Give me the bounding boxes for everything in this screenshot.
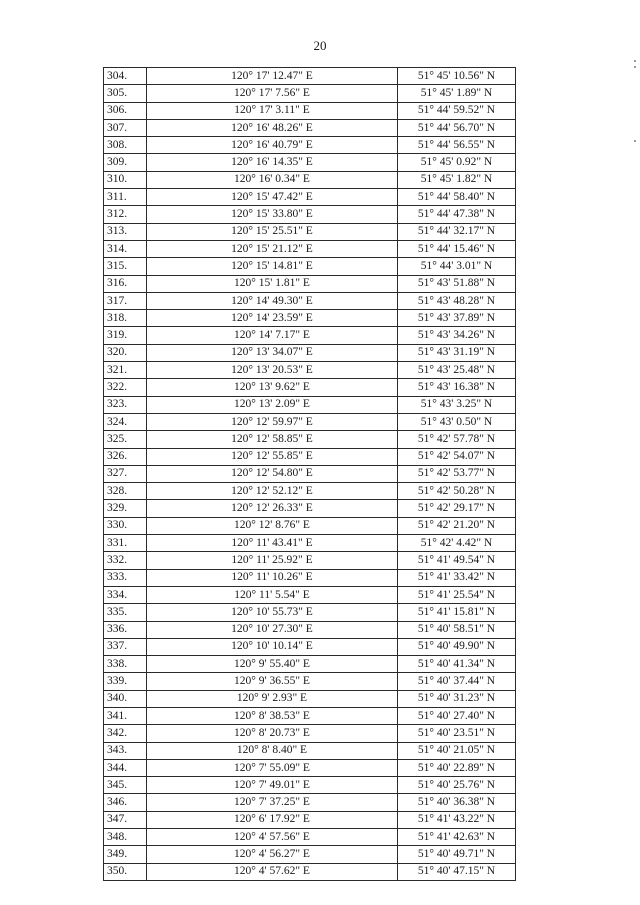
longitude-cell: 120° 17' 7.56" E xyxy=(147,85,398,102)
latitude-cell: 51° 45' 1.89" N xyxy=(398,85,516,102)
longitude-cell: 120° 11' 25.92" E xyxy=(147,552,398,569)
latitude-cell: 51° 45' 1.82" N xyxy=(398,171,516,188)
latitude-cell: 51° 40' 47.15" N xyxy=(398,863,516,880)
longitude-cell: 120° 4' 56.27" E xyxy=(147,846,398,863)
latitude-cell: 51° 44' 15.46" N xyxy=(398,240,516,257)
point-number-cell: 339. xyxy=(104,673,147,690)
point-number-cell: 348. xyxy=(104,829,147,846)
point-number-cell: 334. xyxy=(104,586,147,603)
point-number-cell: 316. xyxy=(104,275,147,292)
longitude-cell: 120° 15' 21.12" E xyxy=(147,240,398,257)
latitude-cell: 51° 45' 0.92" N xyxy=(398,154,516,171)
point-number-cell: 317. xyxy=(104,292,147,309)
table-row xyxy=(104,656,516,673)
point-number-cell: 325. xyxy=(104,431,147,448)
table-row xyxy=(104,742,516,759)
longitude-cell: 120° 17' 3.11" E xyxy=(147,102,398,119)
longitude-cell: 120° 14' 7.17" E xyxy=(147,327,398,344)
latitude-cell: 51° 41' 15.81" N xyxy=(398,604,516,621)
longitude-cell: 120° 9' 2.93" E xyxy=(147,690,398,707)
point-number-cell: 331. xyxy=(104,535,147,552)
table-row xyxy=(104,707,516,724)
latitude-cell: 51° 40' 22.89" N xyxy=(398,759,516,776)
table-row xyxy=(104,777,516,794)
point-number-cell: 333. xyxy=(104,569,147,586)
table-row xyxy=(104,327,516,344)
table-row xyxy=(104,275,516,292)
longitude-cell: 120° 12' 26.33" E xyxy=(147,500,398,517)
table-row xyxy=(104,171,516,188)
latitude-cell: 51° 43' 51.88" N xyxy=(398,275,516,292)
longitude-cell: 120° 14' 49.30" E xyxy=(147,292,398,309)
point-number-cell: 321. xyxy=(104,362,147,379)
latitude-cell: 51° 40' 37.44" N xyxy=(398,673,516,690)
point-number-cell: 318. xyxy=(104,310,147,327)
point-number-cell: 340. xyxy=(104,690,147,707)
table-row xyxy=(104,119,516,136)
latitude-cell: 51° 40' 25.76" N xyxy=(398,777,516,794)
latitude-cell: 51° 43' 16.38" N xyxy=(398,379,516,396)
coordinates-table-body xyxy=(104,68,516,881)
point-number-cell: 309. xyxy=(104,154,147,171)
table-row xyxy=(104,863,516,880)
point-number-cell: 346. xyxy=(104,794,147,811)
latitude-cell: 51° 43' 31.19" N xyxy=(398,344,516,361)
point-number-cell: 328. xyxy=(104,483,147,500)
longitude-cell: 120° 15' 1.81" E xyxy=(147,275,398,292)
longitude-cell: 120° 13' 9.62" E xyxy=(147,379,398,396)
longitude-cell: 120° 11' 43.41" E xyxy=(147,535,398,552)
longitude-cell: 120° 15' 14.81" E xyxy=(147,258,398,275)
point-number-cell: 336. xyxy=(104,621,147,638)
table-row xyxy=(104,604,516,621)
point-number-cell: 312. xyxy=(104,206,147,223)
latitude-cell: 51° 41' 42.63" N xyxy=(398,829,516,846)
latitude-cell: 51° 40' 49.90" N xyxy=(398,638,516,655)
longitude-cell: 120° 12' 58.85" E xyxy=(147,431,398,448)
point-number-cell: 332. xyxy=(104,552,147,569)
point-number-cell: 314. xyxy=(104,240,147,257)
table-row xyxy=(104,690,516,707)
table-row xyxy=(104,448,516,465)
table-row xyxy=(104,431,516,448)
point-number-cell: 313. xyxy=(104,223,147,240)
latitude-cell: 51° 42' 29.17" N xyxy=(398,500,516,517)
longitude-cell: 120° 4' 57.56" E xyxy=(147,829,398,846)
latitude-cell: 51° 42' 57.78" N xyxy=(398,431,516,448)
longitude-cell: 120° 11' 10.26" E xyxy=(147,569,398,586)
point-number-cell: 319. xyxy=(104,327,147,344)
latitude-cell: 51° 40' 49.71" N xyxy=(398,846,516,863)
table-row xyxy=(104,500,516,517)
table-row xyxy=(104,292,516,309)
longitude-cell: 120° 15' 25.51" E xyxy=(147,223,398,240)
longitude-cell: 120° 8' 38.53" E xyxy=(147,707,398,724)
latitude-cell: 51° 45' 10.56" N xyxy=(398,68,516,85)
latitude-cell: 51° 44' 56.55" N xyxy=(398,137,516,154)
latitude-cell: 51° 41' 33.42" N xyxy=(398,569,516,586)
latitude-cell: 51° 40' 21.05" N xyxy=(398,742,516,759)
table-row xyxy=(104,794,516,811)
point-number-cell: 341. xyxy=(104,707,147,724)
longitude-cell: 120° 15' 33.80" E xyxy=(147,206,398,223)
point-number-cell: 311. xyxy=(104,189,147,206)
longitude-cell: 120° 16' 48.26" E xyxy=(147,119,398,136)
point-number-cell: 322. xyxy=(104,379,147,396)
table-row xyxy=(104,673,516,690)
table-row xyxy=(104,586,516,603)
latitude-cell: 51° 42' 21.20" N xyxy=(398,517,516,534)
latitude-cell: 51° 41' 25.54" N xyxy=(398,586,516,603)
scan-artifact-mark xyxy=(634,60,636,62)
table-row xyxy=(104,725,516,742)
table-row xyxy=(104,759,516,776)
longitude-cell: 120° 9' 55.40" E xyxy=(147,656,398,673)
latitude-cell: 51° 43' 34.26" N xyxy=(398,327,516,344)
latitude-cell: 51° 43' 37.89" N xyxy=(398,310,516,327)
table-row xyxy=(104,465,516,482)
latitude-cell: 51° 44' 3.01" N xyxy=(398,258,516,275)
table-row xyxy=(104,483,516,500)
latitude-cell: 51° 44' 58.40" N xyxy=(398,189,516,206)
coordinates-table xyxy=(103,67,516,881)
table-row xyxy=(104,638,516,655)
point-number-cell: 347. xyxy=(104,811,147,828)
longitude-cell: 120° 8' 8.40" E xyxy=(147,742,398,759)
table-row xyxy=(104,535,516,552)
point-number-cell: 344. xyxy=(104,759,147,776)
longitude-cell: 120° 7' 37.25" E xyxy=(147,794,398,811)
latitude-cell: 51° 40' 36.38" N xyxy=(398,794,516,811)
point-number-cell: 335. xyxy=(104,604,147,621)
table-row xyxy=(104,829,516,846)
scan-artifact-mark xyxy=(634,140,636,142)
point-number-cell: 305. xyxy=(104,85,147,102)
latitude-cell: 51° 43' 25.48" N xyxy=(398,362,516,379)
latitude-cell: 51° 40' 31.23" N xyxy=(398,690,516,707)
table-row xyxy=(104,379,516,396)
point-number-cell: 323. xyxy=(104,396,147,413)
latitude-cell: 51° 44' 56.70" N xyxy=(398,119,516,136)
point-number-cell: 307. xyxy=(104,119,147,136)
longitude-cell: 120° 11' 5.54" E xyxy=(147,586,398,603)
longitude-cell: 120° 6' 17.92" E xyxy=(147,811,398,828)
latitude-cell: 51° 44' 47.38" N xyxy=(398,206,516,223)
table-row xyxy=(104,85,516,102)
table-row xyxy=(104,811,516,828)
longitude-cell: 120° 13' 2.09" E xyxy=(147,396,398,413)
table-row xyxy=(104,206,516,223)
point-number-cell: 343. xyxy=(104,742,147,759)
table-row xyxy=(104,413,516,430)
point-number-cell: 345. xyxy=(104,777,147,794)
longitude-cell: 120° 7' 49.01" E xyxy=(147,777,398,794)
longitude-cell: 120° 16' 0.34" E xyxy=(147,171,398,188)
point-number-cell: 326. xyxy=(104,448,147,465)
table-row xyxy=(104,137,516,154)
latitude-cell: 51° 43' 3.25" N xyxy=(398,396,516,413)
latitude-cell: 51° 41' 43.22" N xyxy=(398,811,516,828)
table-row xyxy=(104,362,516,379)
table-row xyxy=(104,310,516,327)
longitude-cell: 120° 10' 27.30" E xyxy=(147,621,398,638)
longitude-cell: 120° 4' 57.62" E xyxy=(147,863,398,880)
table-row xyxy=(104,189,516,206)
point-number-cell: 327. xyxy=(104,465,147,482)
point-number-cell: 315. xyxy=(104,258,147,275)
table-row xyxy=(104,621,516,638)
longitude-cell: 120° 17' 12.47" E xyxy=(147,68,398,85)
longitude-cell: 120° 12' 59.97" E xyxy=(147,413,398,430)
table-row xyxy=(104,258,516,275)
longitude-cell: 120° 16' 40.79" E xyxy=(147,137,398,154)
point-number-cell: 324. xyxy=(104,413,147,430)
latitude-cell: 51° 40' 41.34" N xyxy=(398,656,516,673)
point-number-cell: 308. xyxy=(104,137,147,154)
latitude-cell: 51° 40' 27.40" N xyxy=(398,707,516,724)
point-number-cell: 342. xyxy=(104,725,147,742)
scan-artifact-mark xyxy=(634,66,636,68)
longitude-cell: 120° 12' 54.80" E xyxy=(147,465,398,482)
table-row xyxy=(104,552,516,569)
longitude-cell: 120° 10' 55.73" E xyxy=(147,604,398,621)
longitude-cell: 120° 12' 8.76" E xyxy=(147,517,398,534)
latitude-cell: 51° 44' 32.17" N xyxy=(398,223,516,240)
point-number-cell: 337. xyxy=(104,638,147,655)
table-row xyxy=(104,396,516,413)
table-row xyxy=(104,569,516,586)
point-number-cell: 329. xyxy=(104,500,147,517)
table-row xyxy=(104,102,516,119)
table-row xyxy=(104,68,516,85)
table-row xyxy=(104,154,516,171)
table-row xyxy=(104,517,516,534)
point-number-cell: 320. xyxy=(104,344,147,361)
point-number-cell: 349. xyxy=(104,846,147,863)
latitude-cell: 51° 42' 4.42" N xyxy=(398,535,516,552)
longitude-cell: 120° 8' 20.73" E xyxy=(147,725,398,742)
point-number-cell: 330. xyxy=(104,517,147,534)
point-number-cell: 306. xyxy=(104,102,147,119)
longitude-cell: 120° 9' 36.55" E xyxy=(147,673,398,690)
point-number-cell: 310. xyxy=(104,171,147,188)
point-number-cell: 338. xyxy=(104,656,147,673)
latitude-cell: 51° 44' 59.52" N xyxy=(398,102,516,119)
latitude-cell: 51° 40' 58.51" N xyxy=(398,621,516,638)
longitude-cell: 120° 14' 23.59" E xyxy=(147,310,398,327)
longitude-cell: 120° 7' 55.09" E xyxy=(147,759,398,776)
latitude-cell: 51° 40' 23.51" N xyxy=(398,725,516,742)
longitude-cell: 120° 15' 47.42" E xyxy=(147,189,398,206)
longitude-cell: 120° 12' 52.12" E xyxy=(147,483,398,500)
latitude-cell: 51° 43' 0.50" N xyxy=(398,413,516,430)
table-row xyxy=(104,240,516,257)
longitude-cell: 120° 13' 20.53" E xyxy=(147,362,398,379)
latitude-cell: 51° 42' 54.07" N xyxy=(398,448,516,465)
table-row xyxy=(104,223,516,240)
latitude-cell: 51° 43' 48.28" N xyxy=(398,292,516,309)
latitude-cell: 51° 42' 53.77" N xyxy=(398,465,516,482)
table-row xyxy=(104,846,516,863)
point-number-cell: 304. xyxy=(104,68,147,85)
longitude-cell: 120° 13' 34.07" E xyxy=(147,344,398,361)
table-row xyxy=(104,344,516,361)
longitude-cell: 120° 10' 10.14" E xyxy=(147,638,398,655)
latitude-cell: 51° 41' 49.54" N xyxy=(398,552,516,569)
longitude-cell: 120° 16' 14.35" E xyxy=(147,154,398,171)
page-number: 20 xyxy=(313,38,327,53)
longitude-cell: 120° 12' 55.85" E xyxy=(147,448,398,465)
point-number-cell: 350. xyxy=(104,863,147,880)
latitude-cell: 51° 42' 50.28" N xyxy=(398,483,516,500)
